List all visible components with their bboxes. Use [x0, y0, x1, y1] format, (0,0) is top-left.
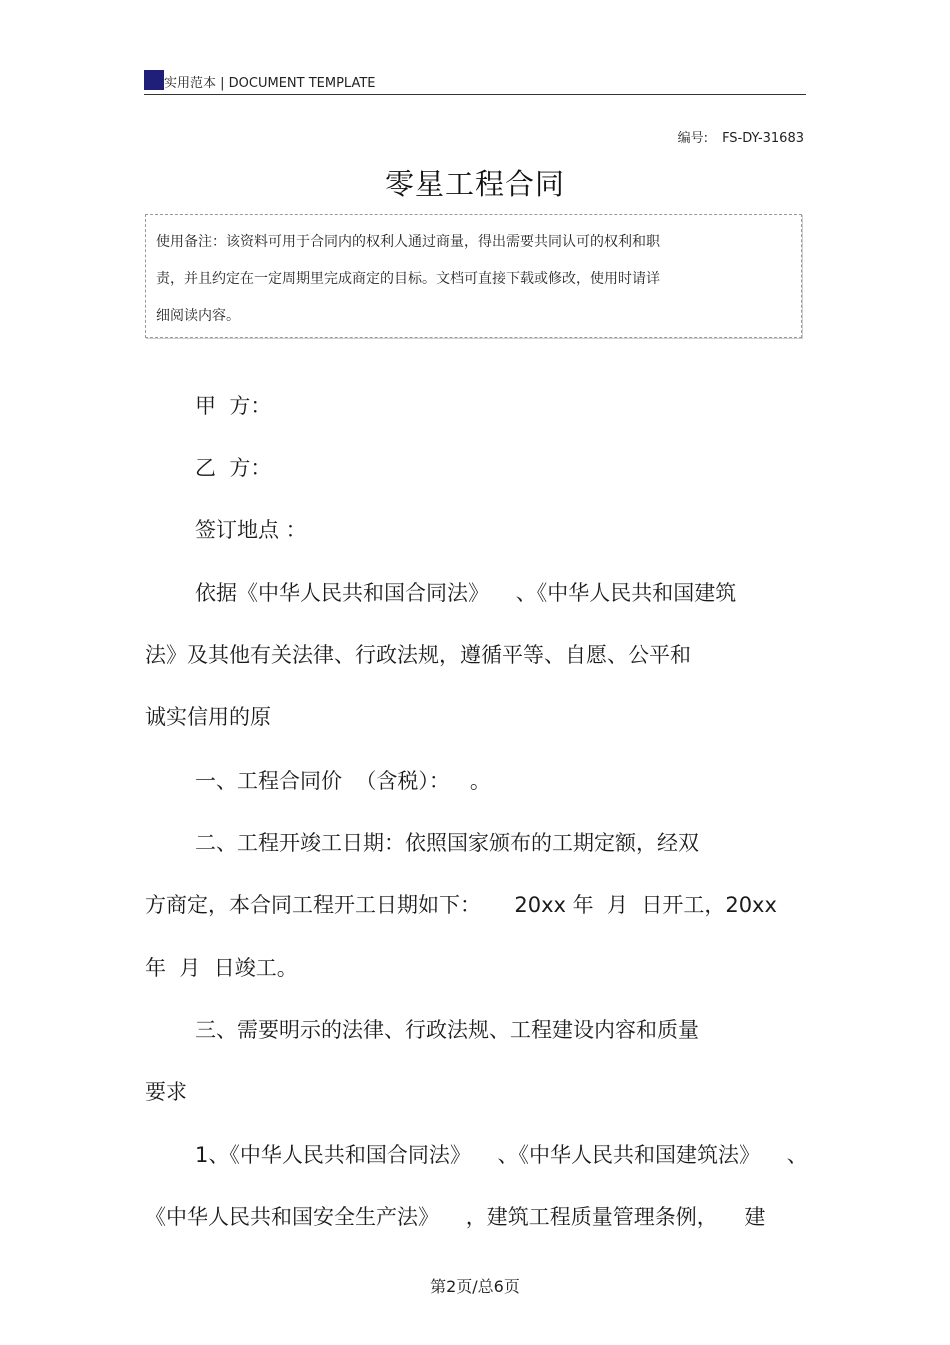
usage-note-line: 使用备注：该资料可用于合同内的权利人通过商量，得出需要共同认可的权利和职 [156, 234, 660, 250]
laws-list-line: 1、《中华人民共和国合同法》 、《中华人民共和国建筑法》 、 [195, 1143, 808, 1167]
document-title: 零星工程合同 [384, 167, 565, 201]
page-indicator: 第2页/总6页 [430, 1277, 520, 1296]
document-number-value: FS-DY-31683 [722, 131, 804, 146]
requirements-heading-line: 要求 [145, 1080, 187, 1104]
body-paragraph-line: 法》及其他有关法律、行政法规，遵循平等、自愿、公平和 [145, 643, 691, 667]
signing-place-line: 签订地点 ： [195, 518, 307, 542]
schedule-line: 方商定，本合同工程开工日期如下： 20xx 年 月 日开工，20xx [145, 893, 777, 917]
header-label: 实用范本 | DOCUMENT TEMPLATE [164, 76, 376, 91]
party-b-line: 乙 方： [195, 456, 272, 480]
usage-note-line: 责，并且约定在一定周期里完成商定的目标。文档可直接下载或修改，使用时请详 [156, 271, 660, 287]
contract-price-line: 一、工程合同价 （含税）： 。 [195, 769, 491, 793]
document-header [144, 70, 806, 95]
document-number [678, 127, 804, 146]
header-square-icon [144, 70, 164, 90]
laws-list-line: 《中华人民共和国安全生产法》 ，建筑工程质量管理条例， 建 [145, 1205, 766, 1229]
requirements-heading-line: 三、需要明示的法律、行政法规、工程建设内容和质量 [195, 1018, 699, 1042]
schedule-line: 二、工程开竣工日期：依照国家颁布的工期定额，经双 [195, 831, 699, 855]
usage-note-line: 细阅读内容。 [156, 308, 240, 324]
document-number-label: 编号: [677, 131, 709, 146]
schedule-line: 年 月 日竣工。 [145, 956, 298, 980]
usage-note-box [145, 214, 802, 338]
party-a-line: 甲 方： [195, 394, 272, 418]
body-paragraph-line: 诚实信用的原 [145, 705, 271, 729]
body-paragraph-line: 依据《中华人民共和国合同法》 、《中华人民共和国建筑 [195, 581, 737, 605]
